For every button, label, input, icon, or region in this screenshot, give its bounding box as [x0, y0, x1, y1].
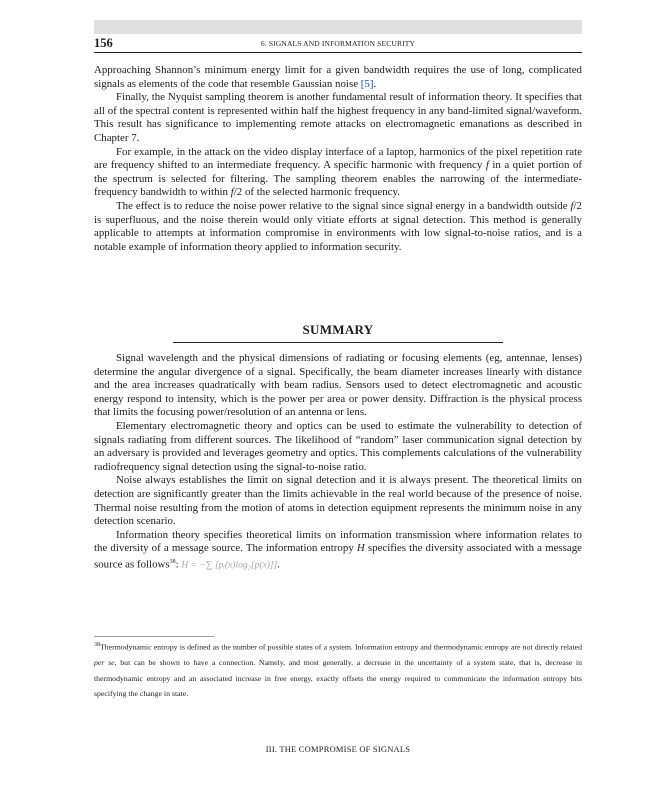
summary-section — [94, 322, 582, 343]
summary-paragraph-wavelength: Signal wavelength and the physical dimensions of radiating or focusing elements (eg, antennae, lenses) determine the angular divergence of a signal. Specifically, the beam diameter increases linearly with distance and the area increases quadratically with beam radius. Sensors used to detect electromagnetic and acoustic energy respond to intensity, which is the power per area or power density. Diffraction is the physical process that limits the focusing power/resolution of an antenna or lens. — [94, 352, 582, 419]
footnote-rule — [94, 636, 214, 637]
summary-paragraph-optics: Elementary electromagnetic theory and optics can be used to estimate the vulnerability to detection of signals radiating from different sources. The likelihood of “random” laser communication signal detection by an adversary is provided and leverages geometry and optics. This complements calculations of the vulnerability radiofrequency signal detection using the signal-to-noise ratio. — [94, 419, 582, 473]
footnote-number: 38 — [94, 642, 100, 648]
page-footer: III. THE COMPROMISE OF SIGNALS — [265, 744, 411, 754]
running-head: 6. SIGNALS AND INFORMATION SECURITY — [260, 39, 416, 48]
paragraph-shannon: Approaching Shannon’s minimum energy limit for a given bandwidth requires the use of long, complicated signals as elements of the code that resemble Gaussian noise [5]. — [94, 64, 582, 90]
footnote: $^{38}$Thermodynamic entropy is defined as the number of possible states of a system. Information entropy and thermodynamic entropy are not directly related per se, but can be shown to have a connection. Namely, and most generally, a decrease in the uncertainty of a system state, that is, decrease in thermodynamic entropy and an associated increase in free energy, exactly offsets the energy required to communicate the information entropy bits specifying the change in state. — [94, 642, 582, 699]
page-header — [94, 36, 582, 53]
paragraph-nyquist: Finally, the Nyquist sampling theorem is another fundamental result of information theory. It specifies that all of the spectral content is represented within half the highest frequency in any band-limited signal/waveform. This result has significance to implementing remote attacks on electromagnetic emanations as described in Chapter 7. — [94, 91, 582, 144]
top-grey-band — [94, 20, 582, 34]
footnote-marker[interactable]: 38 — [169, 558, 176, 565]
summary-paragraph-entropy: Information theory specifies theoretical limits on information transmission where information relates to the diversity of a message source. The information entropy H specifies the diversity associated with a message source as follows$^{38}$: H = −∑ [pᵢ(x)log₂[p(x)]]. — [94, 528, 582, 571]
citation-link[interactable]: [5] — [360, 77, 374, 90]
entropy-formula: H = −∑ [pᵢ(x)log₂[p(x)]] — [181, 560, 278, 571]
paragraph-example: For example, in the attack on the video display interface of a laptop, harmonics of the pixel repetition rate are frequency shifted to an intermediate frequency. A specific harmonic with frequency f in a quiet portion of the spectrum is selected for filtering. The sampling theorem enables the narrowing of the intermediate-frequency bandwidth to within f/2 of the selected harmonic frequency. — [94, 145, 583, 199]
paragraph-effect: The effect is to reduce the noise power relative to the signal since signal energy in a bandwidth outside f/2 is superfluous, and the noise therein would only vitiate efforts at signal detection. This method is generally applicable to attempts at information compromise in environments with low signal-to-noise ratios, and is a notable example of information theory applied to information security. — [94, 199, 582, 253]
summary-text — [94, 352, 582, 573]
summary-paragraph-noise: Noise always establishes the limit on signal detection and it is always present. The theoretical limits on detection are significantly greater than the limits achievable in the real world because of the presence of noise. Thermal noise resulting from the motion of atoms in detection equipment represents the minimum noise in any detection scenario. — [94, 474, 582, 528]
summary-heading: SUMMARY — [173, 322, 503, 343]
body-text — [94, 64, 582, 254]
page-number: 156 — [94, 36, 113, 50]
